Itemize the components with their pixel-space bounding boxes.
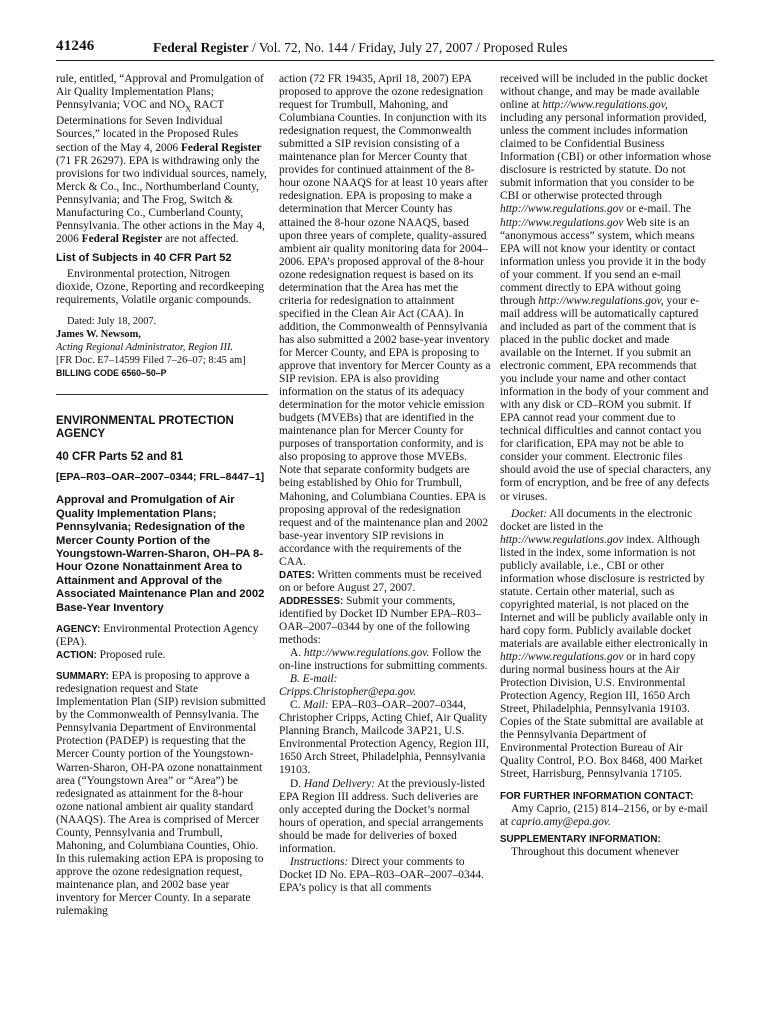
supplementary-heading: SUPPLEMENTARY INFORMATION:	[500, 833, 661, 845]
agency-line: AGENCY: Environmental Protection Agency (EPA).	[56, 623, 259, 649]
docket-id: [EPA–R03–OAR–2007–0344; FRL–8447–1]	[56, 471, 265, 484]
cfr-parts: 40 CFR Parts 52 and 81	[56, 451, 184, 464]
running-head	[153, 40, 568, 56]
method-b: B. E-mail:	[290, 673, 338, 686]
docket-paragraph: Docket: All documents in the electronic docket are listed in the http://www.regulations.gov index. Although listed in the index, some information is not publicly available, i.e., CBI or other information whose disclosure is restricted by statute. Certain other material, such as copyrighted material, is not placed on the Internet and will be publicly available only in hard copy form. Publicly available docket materials are available either electronically in http://www.regulations.gov or in hard copy during normal business hours at the Air Protection Division, U.S. Environmental Protection Agency, Region III, 1650 Arch Street, Philadelphia, Pennsylvania 19103. Copies of the State submittal are available at the Pennsylvania Department of Environmental Protection Bureau of Air Quality Control, P.O. Box 8468, 400 Market Street, Harrisburg, Pennsylvania 17105.	[500, 507, 708, 781]
column-1	[56, 73, 268, 918]
page-header	[56, 38, 714, 61]
fr-doc-line: [FR Doc. E7–14599 Filed 7–26–07; 8:45 am]	[56, 355, 246, 367]
withdrawal-paragraph: rule, entitled, “Approval and Promulgation of Air Quality Implementation Plans; Pennsylvania; VOC and $NO_X$ RACT Determinations for Seven Individual Sources,” located in the Proposed Rules section of the May 4, 2006 Federal Register (71 FR 26297). EPA is withdrawing only the provisions for two individual sources, namely, Merck & Co., Inc., Northumberland County, Pennsylvania; and The Frog, Switch & Manufacturing Co., Cumberland County, Pennsylvania. The other actions in the May 4, 2006 Federal Register are not affected.	[56, 73, 267, 245]
subjects-text: Environmental protection, Nitrogen dioxide, Ozone, Reporting and recordkeeping requirements, Volatile organic compounds.	[56, 267, 265, 307]
page-number: 41246	[56, 38, 95, 54]
summary-paragraph: SUMMARY: EPA is proposing to approve a redesignation request and State Implementation Plan (SIP) revision submitted by the Commonwealth of Pennsylvania. The Pennsylvania Department of Environmental Protection (PADEP) is requesting that the Mercer County portion of the Youngstown-Warren-Sharon, OH-PA ozone nonattainment area (“Youngstown Area” or “Area”) be redesignated as attainment for the 8-hour ozone national ambient air quality standard (NAAQS). The Area is comprised of Mercer County, Pennsylvania and Trumbull, Mahoning, and Columbiana Counties, Ohio. In this rulemaking action EPA is proposing to approve the ozone redesignation request, maintenance plan, and 2002 base year inventory for Mercer County. In a separate rulemaking	[56, 670, 266, 918]
billing-code: BILLING CODE 6560–50–P	[56, 368, 167, 379]
regulations-link[interactable]: http://www.regulations.gov	[500, 533, 624, 546]
dates-paragraph: DATES: Written comments must be received on or before August 27, 2007.	[279, 568, 482, 594]
regulations-link[interactable]: http://www.regulations.gov	[500, 651, 624, 664]
subjects-heading: List of Subjects in 40 CFR Part 52	[56, 251, 232, 264]
contact-paragraph: Amy Caprio, (215) 814–2156, or by e-mail at caprio.amy@epa.gov.	[500, 802, 708, 828]
method-a: A. http://www.regulations.gov. Follow the on-line instructions for submitting comments.	[279, 647, 488, 673]
dated-line: Dated: July 18, 2007.	[67, 316, 157, 328]
regulations-link[interactable]: http://www.regulations.gov,	[542, 99, 668, 112]
column-2	[279, 73, 491, 895]
regulations-link[interactable]: http://www.regulations.gov	[500, 203, 624, 216]
rule-title: Approval and Promulgation of Air Quality Implementation Plans; Pennsylvania; Redesignation of the Mercer County Portion of the Youngstown-Warren-Sharon, OH–PA 8-Hour Ozone Nonattainment Area to Attainment and Approval of the Associated Maintenance Plan and 2002 Base-Year Inventory	[56, 494, 265, 614]
addresses-paragraph: ADDRESSES: Submit your comments, identified by Docket ID Number EPA–R03–OAR–2007–0344 by one of the following methods:	[279, 594, 482, 647]
summary-continued: action (72 FR 19435, April 18, 2007) EPA proposed to approve the ozone redesignation request for Trumbull, Mahoning, and Columbiana Counties. In conjunction with its redesignation request, the Commonwealth submitted a SIP revision consisting of a maintenance plan for Mercer County that provides for continued attainment of the 8-hour ozone NAAQS for at least 10 years after redesignation. EPA is proposing to make a determination that Mercer County has attained the 8-hour ozone NAAQS, based upon three years of complete, quality-assured ambient air quality monitoring data for 2004–2006. EPA’s proposed approval of the 8-hour ozone redesignation request is based on its determination that the Area has met the criteria for redesignation to attainment specified in the Clean Air Act (CAA). In addition, the Commonwealth of Pennsylvania has also submitted a 2002 base-year inventory for Mercer County, and EPA is proposing to approve that inventory for Mercer County as a SIP revision. EPA is also providing information on the status of its adequacy determination for the motor vehicle emission budgets (MVEBs) that are identified in the maintenance plan for Mercer County for purposes of transportation conformity, and is also proposing to approve those MVEBs. Note that separate conformity budgets are being established by Ohio for Trumbull, Mahoning, and Columbiana Counties. EPA is proposing approval of the redesignation request and of the maintenance plan and 2002 base-year inventory SIP revisions in accordance with the requirements of the CAA.	[279, 73, 491, 568]
column-3	[500, 73, 712, 859]
regulations-link[interactable]: http://www.regulations.gov.	[303, 647, 430, 660]
signer-title: Acting Regional Administrator, Region III.	[56, 342, 234, 354]
method-d: D. Hand Delivery: At the previously-listed EPA Region III address. Such deliveries are only accepted during the Docket’s normal hours of operation, and special arrangements should be made for deliveries of boxed information.	[279, 777, 485, 855]
issue-info: / Vol. 72, No. 144 / Friday, July 27, 2007 / Proposed Rules	[248, 40, 568, 55]
email-link[interactable]: Cripps.Christopher@epa.gov.	[279, 686, 417, 699]
supplementary-text: Throughout this document whenever	[511, 845, 679, 858]
method-c: C. Mail: EPA–R03–OAR–2007–0344, Christopher Cripps, Acting Chief, Air Quality Planning Branch, Mailcode 3AP21, U.S. Environmental Protection Agency, Region III, 1650 Arch Street, Philadelphia, Pennsylvania 19103.	[279, 699, 489, 777]
regulations-link[interactable]: http://www.regulations.gov,	[538, 294, 664, 307]
agency-heading: ENVIRONMENTAL PROTECTION AGENCY	[56, 415, 234, 441]
section-divider	[56, 394, 268, 395]
action-line: ACTION: Proposed rule.	[56, 649, 166, 662]
regulations-link[interactable]: http://www.regulations.gov	[500, 216, 624, 229]
contact-heading: FOR FURTHER INFORMATION CONTACT:	[500, 790, 694, 802]
comments-policy-paragraph: received will be included in the public docket without change, and may be made available online at http://www.regulations.gov, including any personal information provided, unless the comment includes information claimed to be Confidential Business Information (CBI) or other information whose disclosure is restricted by statute. Do not submit information that you consider to be CBI or otherwise protected through http://www.regulations.gov or e-mail. The http://www.regulations.gov Web site is an “anonymous access” system, which means EPA will not know your identity or contact information unless you provide it in the body of your comment. If you send an e-mail comment directly to EPA without going through http://www.regulations.gov, your e-mail address will be automatically captured and included as part of the comment that is placed in the public docket and made available on the Internet. If you submit an electronic comment, EPA recommends that you include your name and other contact information in the body of your comment and with any disk or CD–ROM you submit. If EPA cannot read your comment due to technical difficulties and cannot contact you for clarification, EPA may not be able to consider your comment. Electronic files should avoid the use of special characters, any form of encryption, and be free of any defects or viruses.	[500, 73, 712, 503]
journal-name: Federal Register	[153, 40, 249, 55]
signer-name: James W. Newsom,	[56, 329, 141, 341]
contact-email-link[interactable]: caprio.amy@epa.gov.	[511, 815, 611, 828]
instructions-paragraph: Instructions: Direct your comments to Docket ID No. EPA–R03–OAR–2007–0344. EPA’s policy is that all comments	[279, 855, 484, 894]
